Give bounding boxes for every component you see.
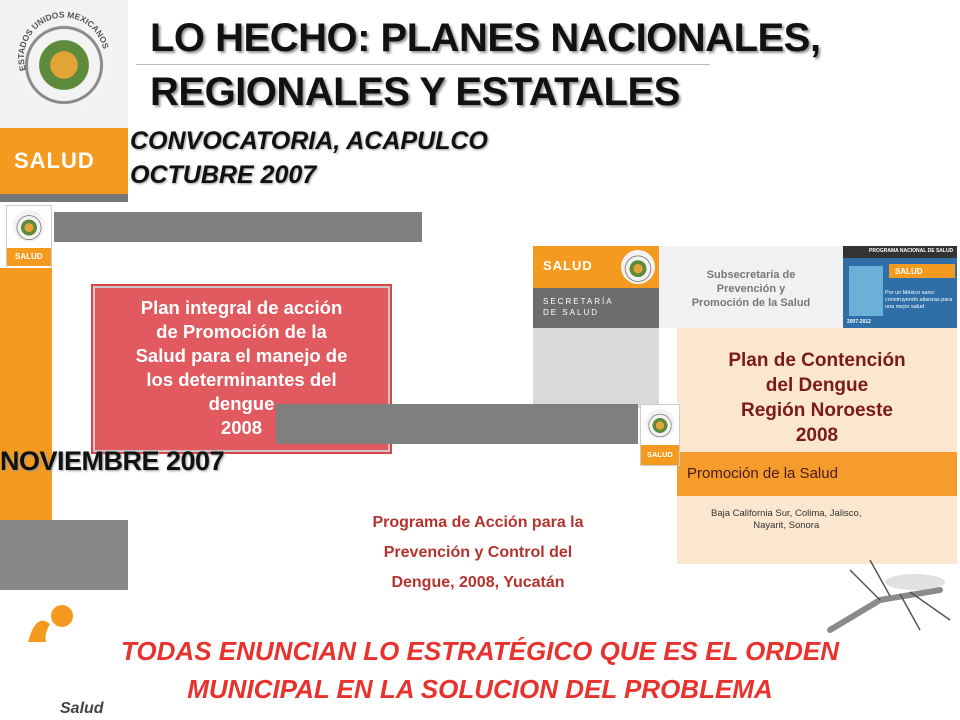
doc2-title-line: Programa de Acción para la: [372, 514, 584, 531]
doc2-title-line: Dengue, 2008, Yucatán: [391, 574, 565, 591]
doc1-logo: [6, 205, 52, 269]
doc3-programa-cover: [843, 246, 957, 328]
convocatoria-heading: [130, 124, 488, 192]
doc3-secretaria-block: [533, 288, 659, 328]
doc3-title-block: [677, 328, 957, 452]
doc2-header-bar: [276, 404, 638, 444]
doc2-title: [318, 508, 638, 598]
title-line-2: REGIONALES Y ESTATALES: [150, 70, 680, 114]
doc3-subsecretaria-block: [659, 246, 843, 328]
doc3-sub-line: Prevención y: [716, 283, 786, 295]
doc3-salud-label: SALUD: [543, 258, 593, 273]
doc1-seal-icon: [13, 210, 45, 242]
doc3-programa-header: PROGRAMA NACIONAL DE SALUD: [869, 248, 954, 254]
doc1-side-stripe: [0, 268, 52, 520]
doc1-date: NOVIEMBRE 2007: [0, 446, 225, 476]
doc3-secretaria-line: SECRETARÍA: [543, 297, 614, 306]
conclusion-text: [0, 632, 960, 708]
svg-text:ESTADOS UNIDOS MEXICANOS: ESTADOS UNIDOS MEXICANOS: [15, 10, 111, 73]
doc1-title-line: dengue: [208, 393, 275, 414]
doc1-header-bar: [54, 212, 422, 242]
doc3-programa-salud: SALUD: [895, 267, 923, 276]
doc3-states-line: Nayarit, Sonora: [753, 520, 820, 531]
footer-brand: Salud: [60, 700, 104, 717]
convocatoria-line-1: CONVOCATORIA, ACAPULCO: [130, 127, 488, 155]
doc3-secretaria-line: DE SALUD: [543, 308, 600, 317]
doc3-title-line: 2008: [795, 425, 839, 446]
rail-divider: [0, 194, 128, 202]
doc1-title-line: 2008: [220, 417, 263, 438]
doc3-section-bar: [677, 452, 957, 496]
salud-brand-block: [0, 128, 128, 194]
mexico-seal-panel: [0, 0, 128, 128]
doc3-sub-line: Promoción de la Salud: [691, 297, 811, 309]
doc3-title-line: del Dengue: [765, 375, 869, 396]
doc3-states-block: [677, 496, 957, 564]
doc3-seal-icon: [621, 250, 655, 284]
title-line-1: LO HECHO: PLANES NACIONALES,: [150, 16, 821, 60]
doc3-title-line: Plan de Contención: [728, 350, 906, 371]
doc1-title-line: de Promoción de la: [156, 321, 327, 342]
doc3-salud-block: [533, 246, 659, 288]
doc3-programa-image: [849, 266, 883, 316]
doc3-section-label: Promoción de la Salud: [687, 465, 838, 482]
doc3-title-line: Región Noroeste: [740, 400, 894, 421]
salud-label: SALUD: [14, 148, 95, 173]
doc2-seal-icon: [645, 409, 675, 439]
doc3-sub-line: Subsecretaría de: [706, 269, 796, 281]
conclusion-line-1: TODAS ENUNCIAN LO ESTRATÉGICO QUE ES EL ORDEN: [121, 636, 839, 666]
rail-lower-panel: [0, 520, 128, 590]
doc3-side-panel: [533, 328, 659, 408]
convocatoria-line-2: OCTUBRE 2007: [130, 161, 317, 189]
doc1-title-line: los determinantes del: [146, 369, 337, 390]
page-title: [150, 14, 820, 116]
title-underline: [136, 64, 710, 65]
mosquito-image: [820, 560, 960, 640]
doc3-programa-years: 2007-2012: [847, 319, 871, 325]
seal-ring-text: [14, 10, 114, 110]
doc1-title-line: Plan integral de acción: [140, 297, 343, 318]
doc1-title-line: Salud para el manejo de: [135, 345, 348, 366]
doc3-states-line: Baja California Sur, Colima, Jalisco,: [711, 508, 862, 519]
conclusion-line-2: MUNICIPAL EN LA SOLUCION DEL PROBLEMA: [187, 674, 773, 704]
doc1-salud-label: SALUD: [15, 252, 43, 261]
doc3-programa-slogan: Por un México sano: construyendo alianzas para una mejor salud: [885, 290, 953, 310]
doc2-salud-label: SALUD: [647, 450, 673, 459]
doc2-title-line: Prevención y Control del: [383, 544, 573, 561]
doc2-logo: [640, 404, 680, 466]
